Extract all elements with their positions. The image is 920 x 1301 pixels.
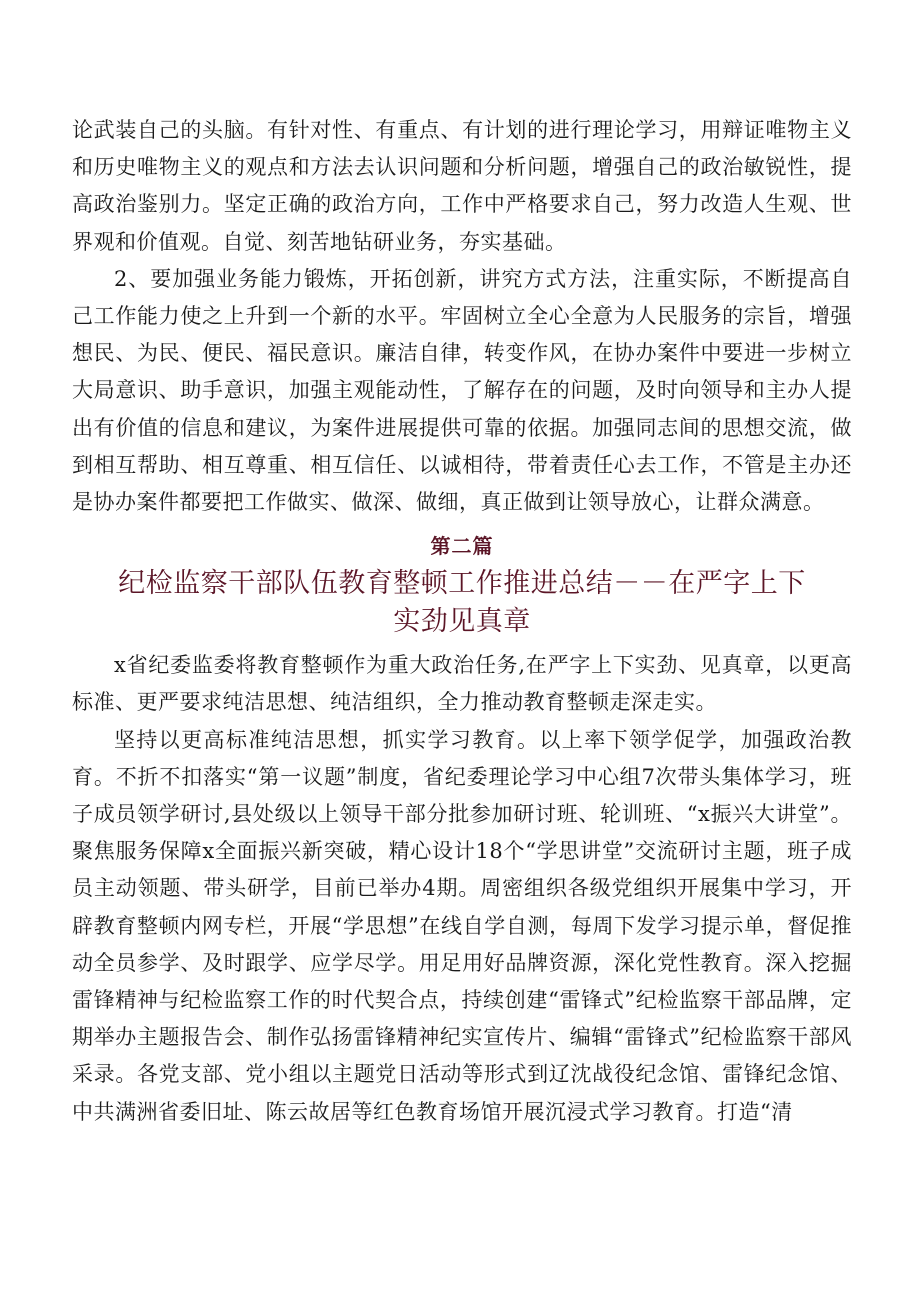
- section-label: 第二篇: [430, 534, 494, 559]
- paragraph-theory-study: 论武装自己的头脑。有针对性、有重点、有计划的进行理论学习，用辩证唯物主义和历史唯物主义的观点和方法去认识问题和分析问题，增强自己的政治敏锐性，提高政治鉴别力。坚定正确的政治方向，工作中严格要求自己，努力改造人生观、世界观和价值观。自觉、刻苦地钻研业务，夯实基础。: [72, 118, 852, 254]
- paragraph-intro: x省纪委监委将教育整顿作为重大政治任务,在严字上下实劲、见真章，以更高标准、更严要求纯洁思想、纯洁组织，全力推动教育整顿走深走实。: [72, 653, 852, 715]
- document-title: 纪检监察干部队伍教育整顿工作推进总结－－在严字上下实劲见真章: [118, 568, 806, 638]
- paragraph-study-education: 坚持以更高标准纯洁思想，抓实学习教育。以上率下领学促学，加强政治教育。不折不扣落实“第一议题”制度，省纪委理论学习中心组7次带头集体学习，班子成员领学研讨,县处级以上领导干部分批参加研讨班、轮训班、“x振兴大讲堂”。聚焦服务保障x全面振兴新突破，精心设计18个“学思讲堂”交流研讨主题，班子成员主动领题、带头研学，目前已举办4期。周密组织各级党组织开展集中学习，开辟教育整顿内网专栏，开展“学思想”在线自学自测，每周下发学习提示单，督促推动全员参学、及时跟学、应学尽学。用足用好品牌资源，深化党性教育。深入挖掘雷锋精神与纪检监察工作的时代契合点，持续创建“雷锋式”纪检监察干部品牌，定期举办主题报告会、制作弘扬雷锋精神纪实宣传片、编辑“雷锋式”纪检监察干部风采录。各党支部、党小组以主题党日活动等形式到辽沈战役纪念馆、雷锋纪念馆、中共满洲省委旧址、陈云故居等红色教育场馆开展沉浸式学习教育。打造“清: [72, 727, 852, 1124]
- document-page: [72, 112, 852, 1131]
- paragraph-business-ability: 2、要加强业务能力锻炼，开拓创新，讲究方式方法，注重实际，不断提高自己工作能力使之上升到一个新的水平。牢固树立全心全意为人民服务的宗旨，增强想民、为民、便民、福民意识。廉洁自律，转变作风，在协办案件中要进一步树立大局意识、助手意识，加强主观能动性，了解存在的问题，及时向领导和主办人提出有价值的信息和建议，为案件进展提供可靠的依据。加强同志间的思想交流，做到相互帮助、相互尊重、相互信任、以诚相待，带着责任心去工作，不管是主办还是协办案件都要把工作做实、做深、做细，真正做到让领导放心，让群众满意。: [72, 266, 852, 515]
